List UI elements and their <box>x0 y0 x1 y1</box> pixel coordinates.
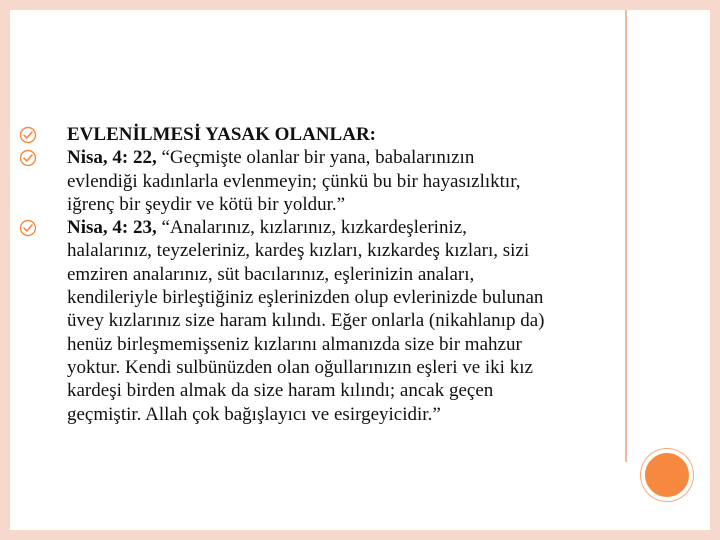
verse-line: halalarınız, teyzeleriniz, kardeş kızları, kızkardeş kızları, sizi <box>67 240 530 262</box>
verse-line: kendileriyle birleştiğiniz eşlerinizden olup evlerinizde bulunan <box>67 287 544 309</box>
verse-line: Nisa, 4: 22, “Geçmişte olanlar bir yana, babalarınızın <box>67 147 475 169</box>
verse-line: kardeşi birden almak da size haram kılındı; ancak geçen <box>67 380 494 402</box>
list-item <box>67 123 627 146</box>
circled-check-icon <box>19 149 37 167</box>
verse-reference: Nisa, 4: 23, <box>67 217 157 239</box>
list-item <box>67 216 627 426</box>
slide-content <box>67 123 627 426</box>
orange-circle-decoration <box>641 449 693 501</box>
verse-line: geçmiştir. Allah çok bağışlayıcı ve esirgeyicidir.” <box>67 403 441 425</box>
circled-check-icon <box>19 219 37 237</box>
list-item <box>67 146 627 216</box>
verse-reference: Nisa, 4: 22, <box>67 147 157 169</box>
heading-text: EVLENİLMESİ YASAK OLANLAR: <box>67 124 376 145</box>
verse-line: yoktur. Kendi sulbünüzden olan oğullarınızın eşleri ve iki kız <box>67 356 533 378</box>
verse-line: henüz birleşmemişseniz kızlarını almanızda size bir mahzur <box>67 333 522 355</box>
verse-line: Nisa, 4: 23, “Analarınız, kızlarınız, kızkardeşleriniz, <box>67 217 467 239</box>
circled-check-icon <box>19 126 37 144</box>
verse-line: üvey kızlarınız size haram kılındı. Eğer onlarla (nikahlanıp da) <box>67 310 545 332</box>
verse-line: emziren analarınız, süt bacılarınız, eşlerinizin anaları, <box>67 263 475 285</box>
verse-line: evlendiği kadınlarla evlenmeyin; çünkü bu bir hayasızlıktır, <box>67 170 521 192</box>
verse-line: iğrenç bir şeydir ve kötü bir yoldur.” <box>67 193 346 215</box>
